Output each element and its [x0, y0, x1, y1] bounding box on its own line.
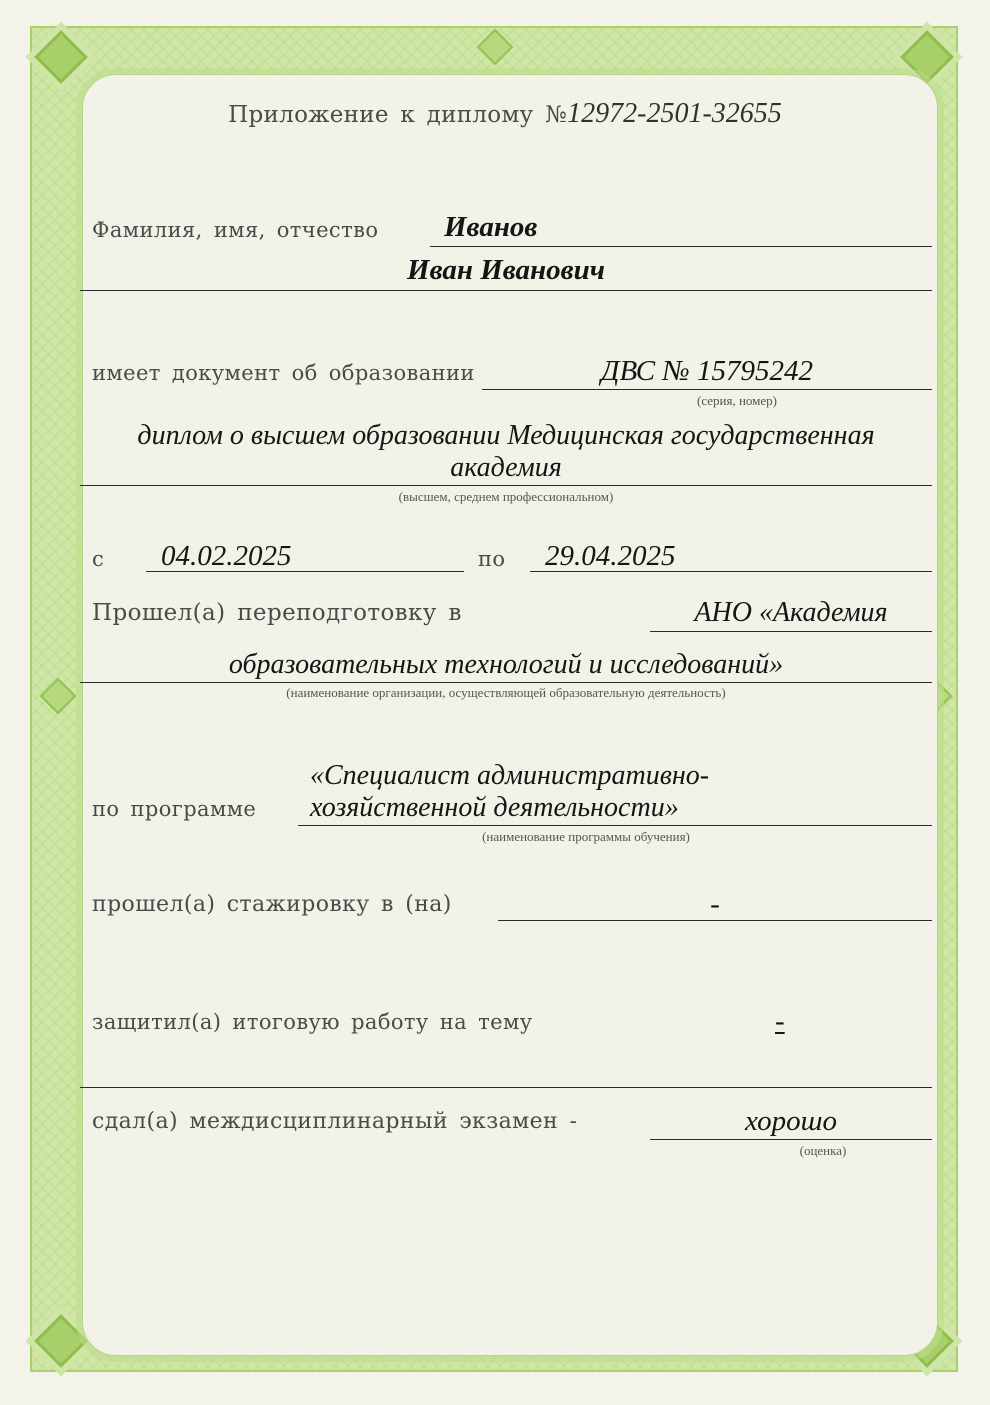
series-number-underline [482, 389, 932, 390]
period-from-underline [146, 571, 464, 572]
period-to-label: по [478, 547, 506, 571]
retraining-org-line1: АНО «Академия [694, 597, 888, 628]
program-name-line2: хозяйственной деятельности» [310, 792, 679, 823]
retraining-org-line2: образовательных технологий и исследований» [228, 649, 784, 680]
education-description-underline [80, 485, 932, 486]
retraining-org-underline1 [650, 631, 932, 632]
education-description-line2: академия [450, 452, 562, 483]
retraining-label: Прошел(а) переподготовку в [92, 600, 462, 626]
surname-value: Иванов [444, 211, 538, 243]
education-level-note: (высшем, среднем профессиональном) [398, 489, 614, 504]
internship-underline [498, 920, 932, 921]
exam-grade-value: хорошо [744, 1105, 838, 1137]
final-work-underline [80, 1087, 932, 1088]
name-patronymic-value: Иван Иванович [407, 254, 605, 286]
page-title [0, 98, 990, 130]
exam-grade-note: (оценка) [799, 1143, 847, 1158]
diploma-number: 12972-2501-32655 [567, 98, 782, 129]
exam-grade-underline [650, 1139, 932, 1140]
surname-underline [430, 246, 932, 247]
period-from-date: 04.02.2025 [161, 540, 292, 572]
series-number-value: ДВС № 15795242 [601, 355, 813, 387]
education-doc-label: имеет документ об образовании [92, 361, 475, 385]
final-work-value: - [775, 1005, 785, 1037]
retraining-org-note: (наименование организации, осуществляющей образовательную деятельность) [286, 685, 726, 700]
header-label: Приложение к диплому № [228, 102, 568, 128]
period-to-date: 29.04.2025 [545, 540, 676, 572]
internship-label: прошел(а) стажировку в (на) [92, 892, 452, 917]
series-note: (серия, номер) [697, 393, 777, 408]
program-underline [298, 825, 932, 826]
final-work-label: защитил(а) итоговую работу на тему [92, 1010, 533, 1034]
retraining-org-underline2 [80, 682, 932, 683]
name-underline [80, 290, 932, 291]
period-to-underline [530, 571, 932, 572]
fio-label: Фамилия, имя, отчество [92, 218, 379, 242]
program-note: (наименование программы обучения) [482, 829, 690, 844]
program-label: по программе [92, 797, 257, 821]
period-from-label: с [92, 547, 105, 571]
program-name-line1: «Специалист административно- [310, 760, 710, 791]
education-description-line1: диплом о высшем образовании Медицинская государственная [137, 420, 875, 451]
internship-value: - [710, 888, 720, 920]
exam-label: сдал(а) междисциплинарный экзамен - [92, 1109, 578, 1134]
